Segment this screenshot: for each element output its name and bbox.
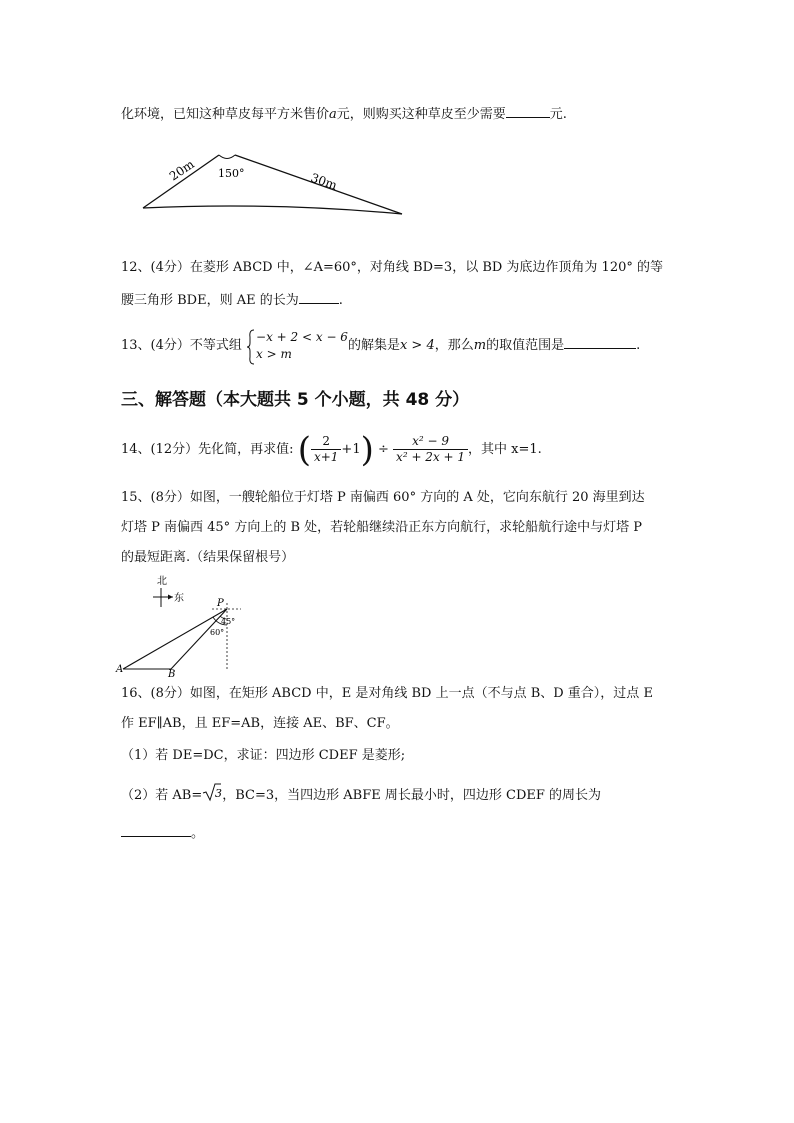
sqrt-symbol [202,782,222,809]
label-150deg: 150° [218,167,245,180]
q11-text-after: 元，则购买这种草皮至少需要 [336,107,506,122]
q12-line2 [121,289,343,311]
sqrt-icon [202,782,222,802]
q13-ineq-row1: −x + 2 < x − 6 [256,329,348,344]
q11-text-before: 化环境，已知这种草皮每平方米售价 [121,107,330,122]
q14-f2-num: x² − 9 [393,434,468,450]
q14-f1-den: x+1 [313,450,339,464]
q11-answer-blank [506,103,550,118]
q16-part2-a: （2）若 AB= [121,788,203,803]
q14-plus-one: +1 [341,442,361,457]
q13-end: . [636,338,641,353]
q16-answer-line [121,822,204,844]
q16-part2 [121,782,601,809]
q14-div-sign: ÷ [378,442,389,457]
q16-end: 。 [191,826,205,841]
point-p-label: P [217,598,224,609]
angle-60-label: 60° [210,628,225,637]
q14-f2-den: x² + 2x + 1 [396,450,466,464]
q15-line3: 的最短距离.（结果保留根号） [121,550,295,565]
q11-line [121,103,567,125]
q11-triangle-figure [135,148,415,220]
q12-line1: 12、(4分）在菱形 ABCD 中，∠A=60°，对角线 BD=3，以 BD 为底边作顶角为 120° 的等 [121,260,664,275]
q13-line [121,328,640,364]
sqrt-arg: 3 [215,787,223,800]
q16-line1: 16、(8分）如图，在矩形 ABCD 中，E 是对角线 BD 上一点（不与点 B、D 重合），过点 E [121,686,653,701]
point-b-label: B [168,669,176,678]
q14-paren-open: ( [297,429,311,470]
q16-part2-b: ，BC=3，当四边形 ABFE 周长最小时，四边形 CDEF 的周长为 [222,788,602,803]
q13-mid1: 的解集是 [347,338,400,353]
q14-paren-close: ) [360,429,374,470]
q12-end: . [338,293,343,308]
q14-f1-num: 2 [311,434,341,450]
q13-mid2: ，那么 [434,338,474,353]
triangle-base-arc [143,206,402,214]
compass-east-label: 东 [174,593,184,604]
q12-text: 腰三角形 BDE，则 AE 的长为 [121,293,299,308]
q13-prefix: 13、(4分）不等式组 [121,338,242,353]
compass-north-label: 北 [157,576,167,587]
brace-icon [246,329,255,365]
segment-ap [123,609,227,669]
q11-end: 元. [549,107,567,122]
angle-45-label: 45° [221,617,236,626]
section-title: 三、解答题（本大题共 5 个小题，共 48 分） [121,390,470,410]
q14-fraction-1 [311,434,341,465]
point-a-label: A [116,664,124,675]
compass-arrow-icon [168,595,173,600]
q15-line2: 灯塔 P 南偏西 45° 方向上的 B 处，若轮船继续沿正东方向航行，求轮船航行途中与灯塔 P [121,520,643,535]
q12-answer-blank [299,289,339,304]
q13-answer-blank [564,334,636,349]
q16-answer-blank [121,822,191,837]
q16-line2: 作 EF∥AB，且 EF=AB，连接 AE、BF、CF。 [121,716,399,731]
q14-line [121,430,542,470]
q11-var: a [329,107,337,122]
q15-lighthouse-figure [113,573,248,678]
q16-part1: （1）若 DE=DC，求证：四边形 CDEF 是菱形; [121,748,406,763]
q13-cond: x > 4 [399,338,435,353]
q14-fraction-2 [393,434,468,465]
q14-prefix: 14、(12分）先化简，再求值: [121,442,294,457]
q13-inequality-system [246,329,348,363]
label-30m: 30m [309,170,339,193]
q14-suffix: ，其中 x=1. [468,442,542,457]
triangle-angle-mark [219,155,235,159]
q15-line1: 15、(8分）如图，一艘轮船位于灯塔 P 南偏西 60° 方向的 A 处，它向东航行 20 海里到达 [121,490,645,505]
segment-bp [171,609,227,669]
q13-ineq-row2: x > m [256,346,292,361]
q13-var: m [473,338,487,353]
q13-mid3: 的取值范围是 [486,338,565,353]
label-20m: 20m [166,156,197,184]
